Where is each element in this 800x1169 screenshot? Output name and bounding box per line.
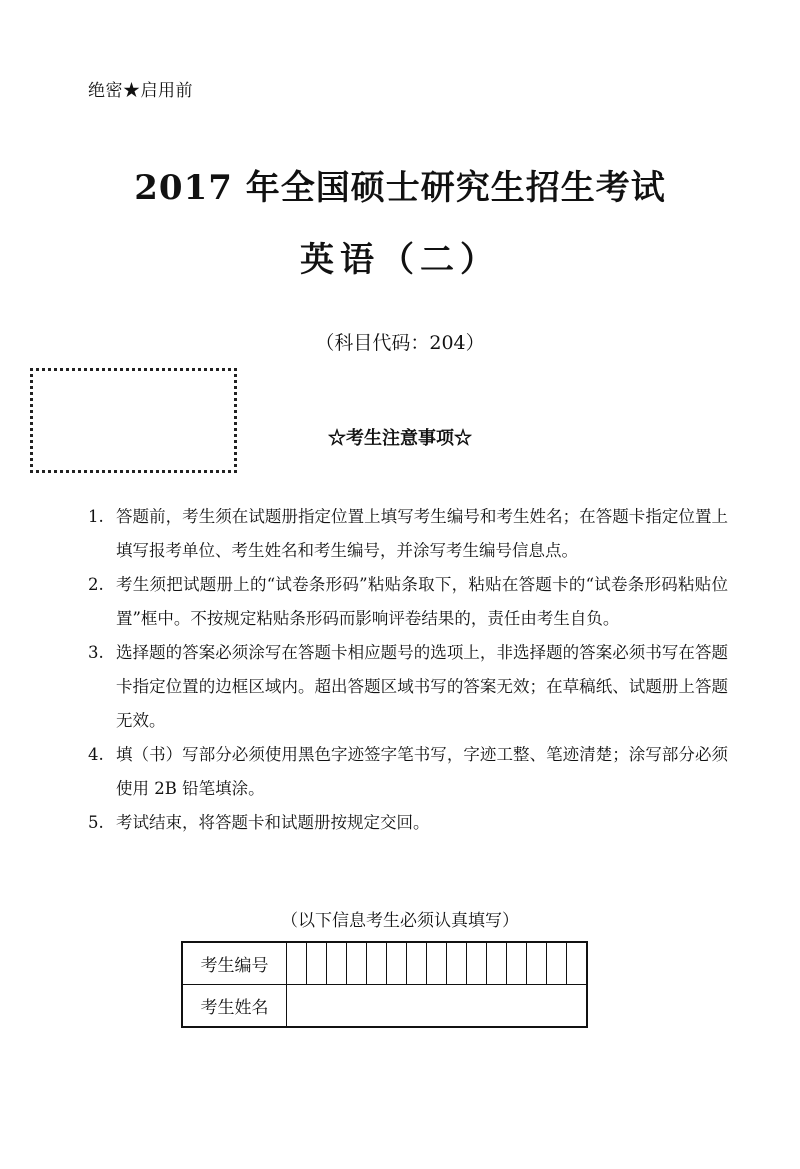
notice-text: 考试结束，将答题卡和试题册按规定交回。 bbox=[116, 813, 430, 832]
info-form-note: （以下信息考生必须认真填写） bbox=[281, 911, 519, 931]
notice-number: 4. bbox=[88, 745, 104, 764]
notice-number: 2. bbox=[88, 575, 104, 594]
candidate-id-digit-box[interactable] bbox=[367, 942, 387, 985]
candidate-id-digit-box[interactable] bbox=[307, 942, 327, 985]
notice-item bbox=[88, 568, 728, 636]
candidate-info-table bbox=[181, 941, 588, 1028]
notice-text: 考生须把试题册上的“试卷条形码”粘贴条取下，粘贴在答题卡的“试卷条形码粘贴位置”框中。不按规定粘贴条形码而影响评卷结果的，责任由考生自负。 bbox=[116, 575, 728, 628]
notice-item bbox=[88, 636, 728, 738]
barcode-area bbox=[30, 368, 237, 473]
candidate-id-digit-box[interactable] bbox=[467, 942, 487, 985]
candidate-name-row bbox=[182, 985, 587, 1028]
candidate-id-digit-box[interactable] bbox=[547, 942, 567, 985]
notice-text: 填（书）写部分必须使用黑色字迹签字笔书写，字迹工整、笔迹清楚；涂写部分必须使用 2B 铅笔填涂。 bbox=[116, 745, 728, 798]
candidate-name-field[interactable] bbox=[287, 985, 588, 1028]
candidate-id-digit-box[interactable] bbox=[567, 942, 588, 985]
candidate-id-row bbox=[182, 942, 587, 985]
notice-list bbox=[88, 500, 728, 840]
candidate-id-digit-box[interactable] bbox=[527, 942, 547, 985]
candidate-id-digit-box[interactable] bbox=[407, 942, 427, 985]
candidate-id-digit-box[interactable] bbox=[327, 942, 347, 985]
confidential-mark: 绝密★启用前 bbox=[88, 81, 193, 101]
notice-item bbox=[88, 806, 728, 840]
candidate-id-label: 考生编号 bbox=[182, 942, 287, 985]
candidate-id-digit-box[interactable] bbox=[427, 942, 447, 985]
subject-code: （科目代码：204） bbox=[315, 332, 485, 354]
candidate-id-digit-box[interactable] bbox=[347, 942, 367, 985]
notice-text: 选择题的答案必须涂写在答题卡相应题号的选项上，非选择题的答案必须书写在答题卡指定位置的边框区域内。超出答题区域书写的答案无效；在草稿纸、试题册上答题无效。 bbox=[116, 643, 728, 730]
candidate-id-digit-box[interactable] bbox=[487, 942, 507, 985]
notice-number: 1. bbox=[88, 507, 104, 526]
candidate-id-digit-box[interactable] bbox=[507, 942, 527, 985]
notice-item bbox=[88, 738, 728, 806]
notice-number: 5. bbox=[88, 813, 104, 832]
candidate-id-digit-box[interactable] bbox=[287, 942, 307, 985]
candidate-id-digit-box[interactable] bbox=[447, 942, 467, 985]
candidate-name-label: 考生姓名 bbox=[182, 985, 287, 1028]
exam-subject: 英语（二） bbox=[300, 240, 500, 280]
exam-title: 2017 年全国硕士研究生招生考试 bbox=[134, 168, 666, 208]
notice-heading: ☆考生注意事项☆ bbox=[328, 428, 472, 449]
notice-text: 答题前，考生须在试题册指定位置上填写考生编号和考生姓名；在答题卡指定位置上填写报考单位、考生姓名和考生编号，并涂写考生编号信息点。 bbox=[116, 507, 728, 560]
notice-item bbox=[88, 500, 728, 568]
notice-number: 3. bbox=[88, 643, 104, 662]
candidate-id-digit-box[interactable] bbox=[387, 942, 407, 985]
